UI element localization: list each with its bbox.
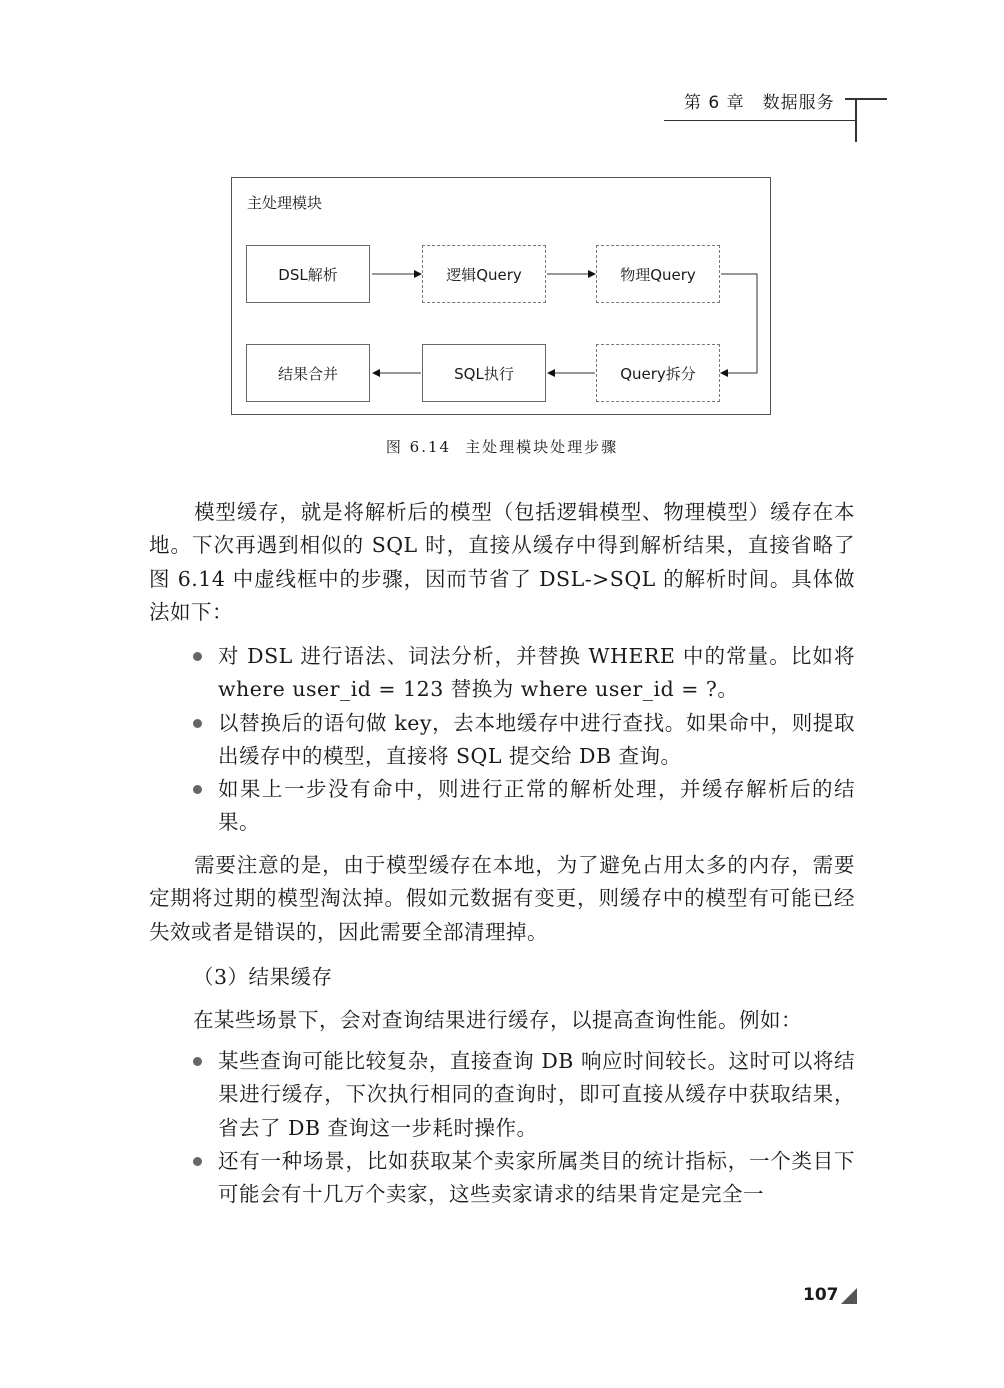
caption-number: 图 6.14: [385, 438, 452, 456]
figure-caption: [0, 436, 1004, 457]
paragraph-result-cache-intro: 在某些场景下，会对查询结果进行缓存，以提高查询性能。例如：: [193, 1008, 802, 1032]
list-item: [218, 1145, 855, 1212]
running-header: [684, 88, 835, 113]
list-item-text: 如果上一步没有命中，则进行正常的解析处理，并缓存解析后的结果。: [218, 777, 855, 835]
list-item-text: 某些查询可能比较复杂，直接查询 DB 响应时间较长。这时可以将结果进行缓存，下次执行相同的查询时，即可直接从缓存中获取结果，省去了 DB 查询这一步耗时操作。: [218, 1049, 855, 1140]
step-result-merge: 结果合并: [246, 344, 370, 402]
list-item: [218, 773, 855, 840]
header-rule: [664, 120, 856, 121]
bullet-dot: [193, 652, 202, 661]
step-query-split: Query拆分: [596, 344, 720, 402]
bullet-dot: [193, 785, 202, 794]
bullet-dot: [193, 1057, 202, 1066]
step-physical-query: 物理Query: [596, 245, 720, 303]
paragraph-cache-expiry: 需要注意的是，由于模型缓存在本地，为了避免占用太多的内存，需要定期将过期的模型淘汰掉。假如元数据有变更，则缓存中的模型有可能已经失效或者是错误的，因此需要全部清理掉。: [149, 853, 855, 944]
step-sql-execute: SQL执行: [422, 344, 546, 402]
list-item-text: 以替换后的语句做 key，去本地缓存中进行查找。如果命中，则提取出缓存中的模型，直接将 SQL 提交给 DB 查询。: [218, 711, 855, 769]
section-heading: （3）结果缓存: [193, 965, 333, 989]
list-item: [218, 1045, 855, 1145]
list-item-text: 对 DSL 进行语法、词法分析，并替换 WHERE 中的常量。比如将 where user_id = 123 替换为 where user_id = ?。: [218, 644, 855, 702]
list-item: [218, 640, 855, 707]
arrow-physical-to-split: [721, 274, 757, 373]
header-rule-extension: [845, 98, 887, 100]
step-logical-query: 逻辑Query: [422, 245, 546, 303]
list-item-text: 还有一种场景，比如获取某个卖家所属类目的统计指标，一个类目下可能会有十几万个卖家，这些卖家请求的结果肯定是完全一: [218, 1149, 855, 1207]
page-triangle-icon: [841, 1288, 857, 1304]
chapter-title: 数据服务: [762, 93, 835, 113]
figure-title: 主处理模块: [247, 194, 323, 212]
step-dsl-parse: DSL解析: [246, 245, 370, 303]
header-rule-vertical: [855, 98, 857, 142]
paragraph-model-cache: 模型缓存，就是将解析后的模型（包括逻辑模型、物理模型）缓存在本地。下次再遇到相似的 SQL 时，直接从缓存中得到解析结果，直接省略了图 6.14 中虚线框中的步骤，因而节省了 DSL->SQL 的解析时间。具体做法如下：: [149, 500, 855, 624]
page-number: 107: [803, 1285, 839, 1305]
chapter-number: 第 6 章: [684, 93, 745, 113]
caption-text: 主处理模块处理步骤: [465, 438, 619, 456]
figure-main-processing: [231, 177, 771, 415]
list-item: [218, 707, 855, 774]
bullet-dot: [193, 1157, 202, 1166]
bullet-dot: [193, 719, 202, 728]
